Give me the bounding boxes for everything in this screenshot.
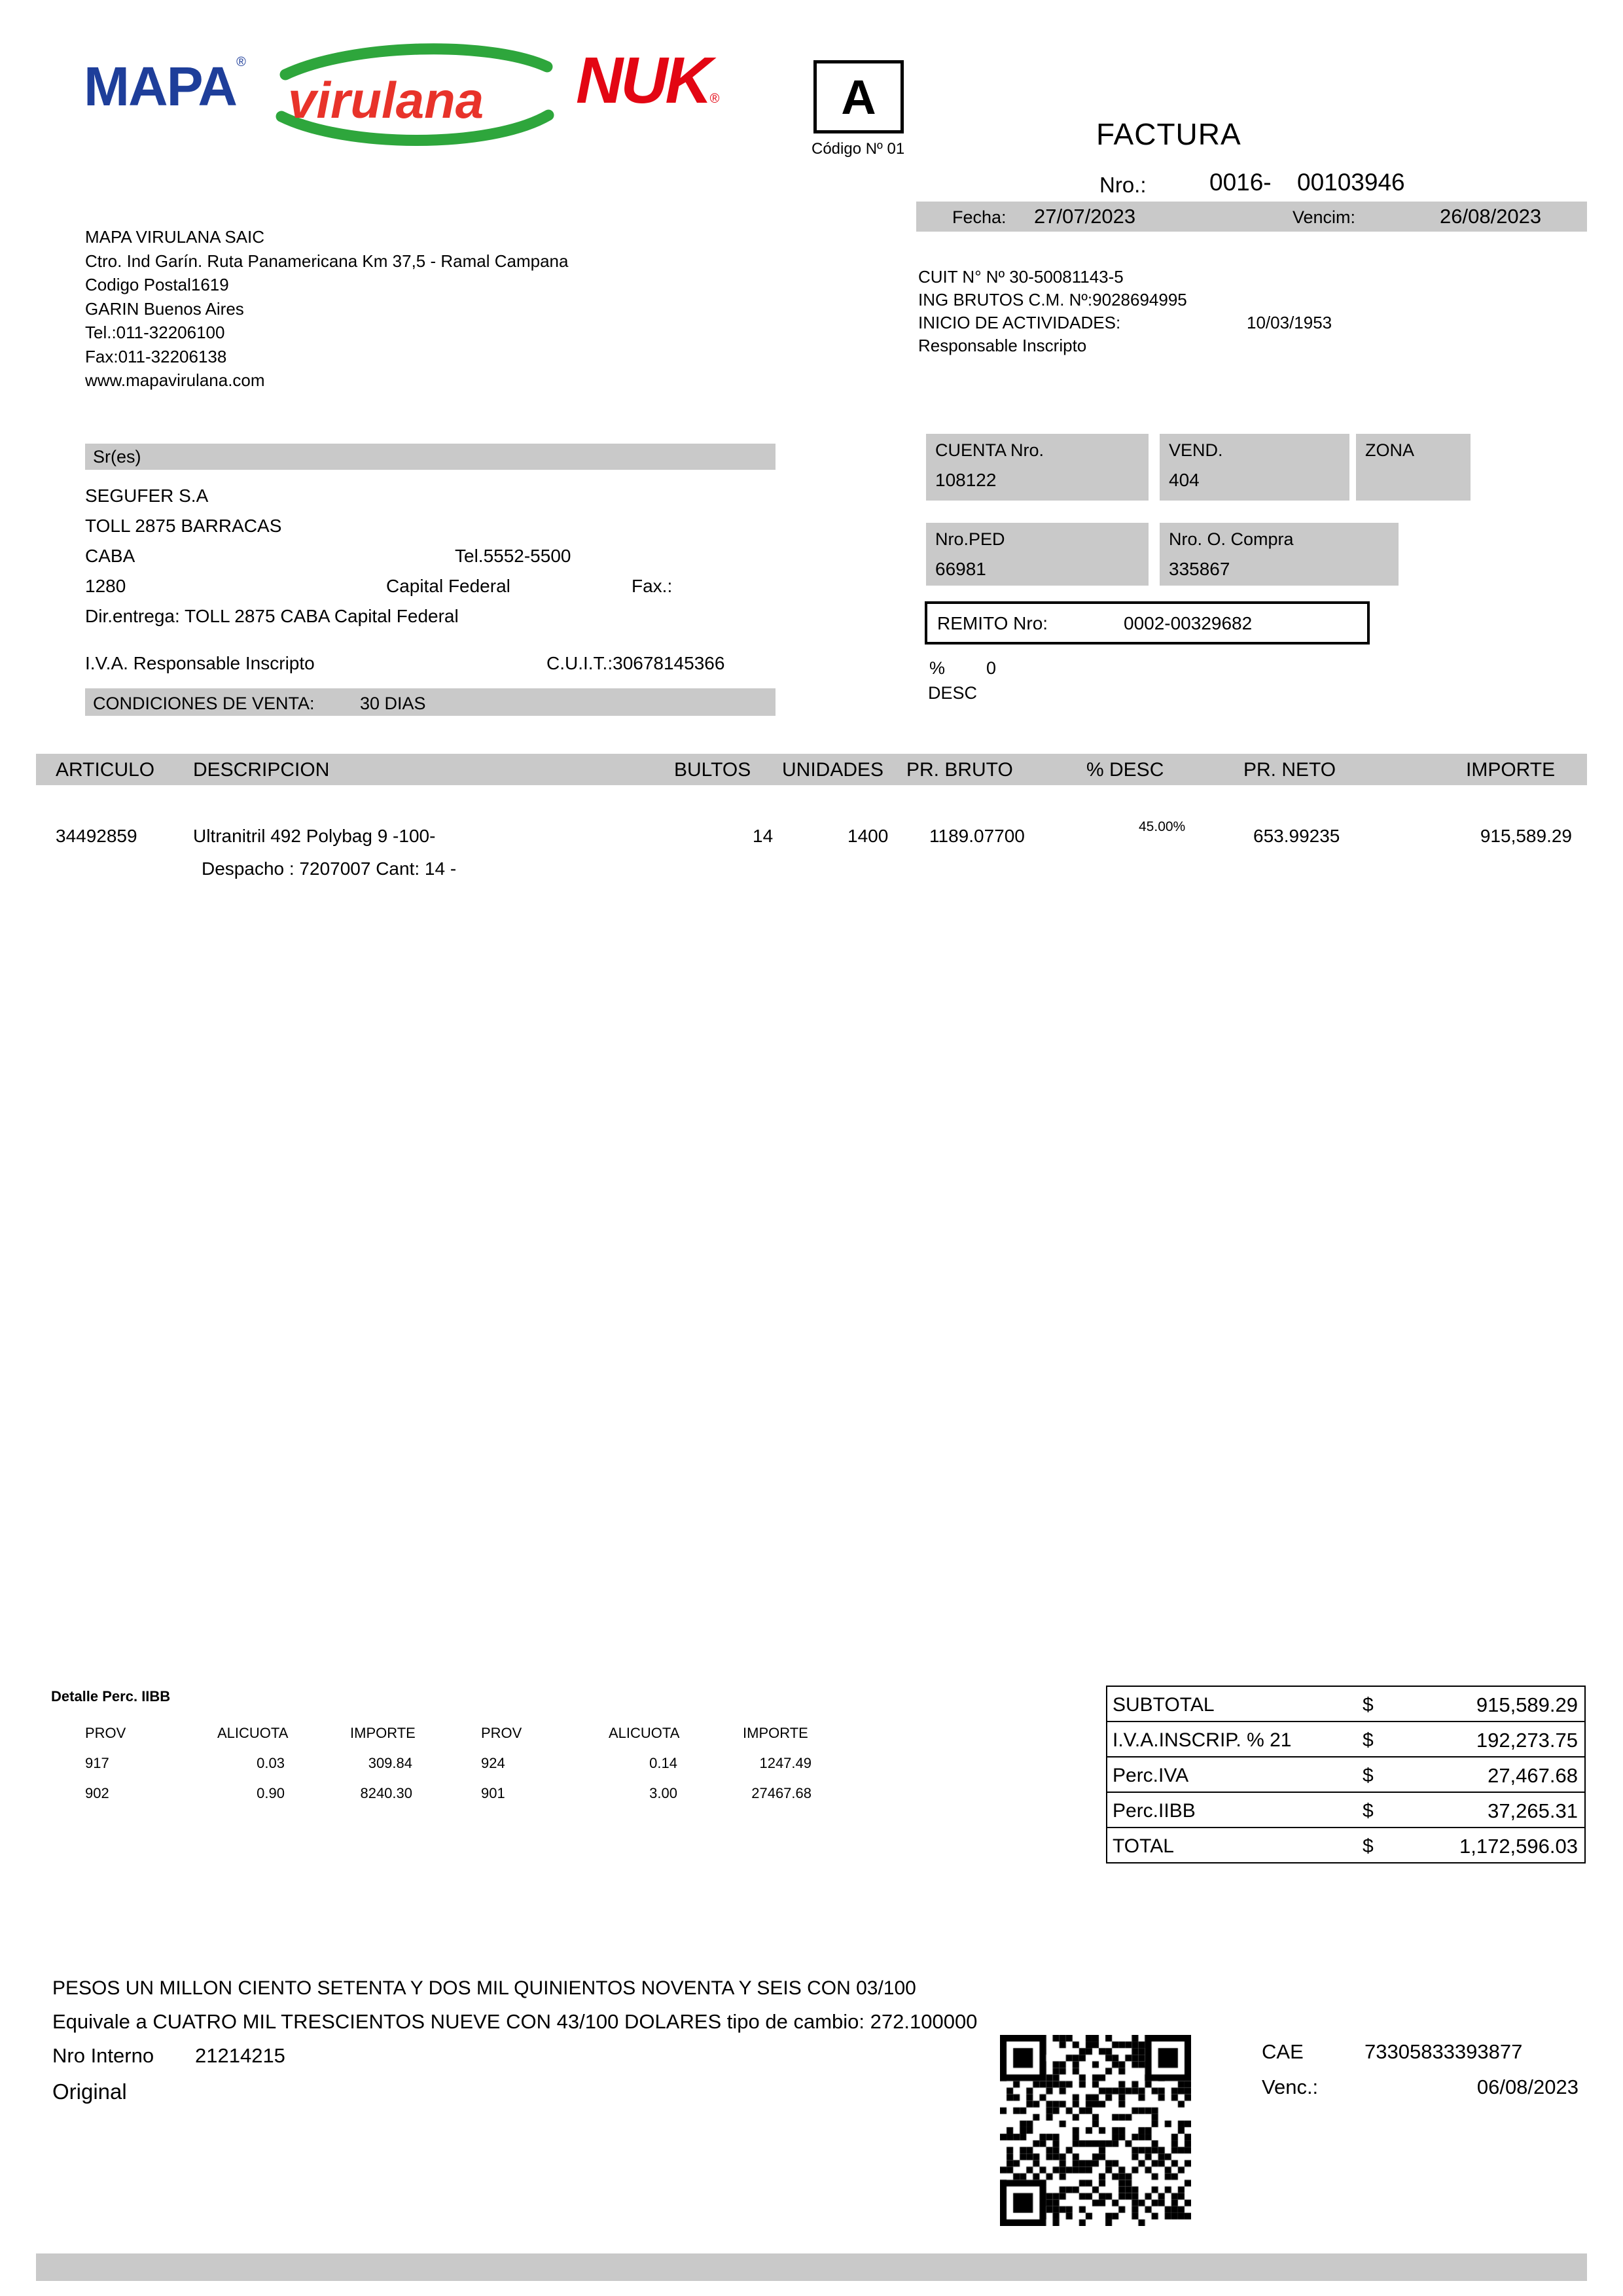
iibb-cell: 917 — [85, 1755, 109, 1771]
doc-title: FACTURA — [1096, 117, 1241, 151]
iibb-cell: 902 — [85, 1785, 109, 1801]
item-articulo: 34492859 — [56, 826, 137, 846]
inicio-value: 10/03/1953 — [1247, 313, 1332, 332]
pedido-label: Nro.PED — [935, 529, 1005, 549]
company-inicio-line — [918, 311, 1332, 334]
amount-in-words: PESOS UN MILLON CIENTO SETENTA Y DOS MIL QUINIENTOS NOVENTA Y SEIS CON 03/100 — [52, 1977, 916, 1999]
virulana-logo-text: virulana — [288, 71, 484, 129]
col-unidades: UNIDADES — [782, 759, 884, 781]
items-table-header — [36, 754, 1587, 785]
remito-box — [925, 601, 1370, 645]
nro-interno-label: Nro Interno — [52, 2044, 154, 2067]
fecha-label: Fecha: — [952, 207, 1007, 227]
totals-row-perc-iva — [1106, 1756, 1586, 1793]
desc-pct-value: 0 — [986, 658, 997, 678]
cuenta-box — [926, 434, 1149, 501]
company-name: MAPA VIRULANA SAIC — [85, 227, 265, 247]
company-tax-info — [918, 266, 1332, 357]
total-value: 192,273.75 — [1476, 1729, 1578, 1752]
col-bultos: BULTOS — [674, 759, 751, 781]
item-pr-neto: 653.99235 — [1253, 826, 1340, 846]
currency-symbol: $ — [1363, 1765, 1374, 1786]
cuenta-value: 108122 — [935, 470, 997, 490]
item-importe: 915,589.29 — [1480, 826, 1572, 846]
cae-venc-label: Venc.: — [1262, 2075, 1319, 2098]
company-resp-inscripto: Responsable Inscripto — [918, 336, 1087, 355]
iibb-header-prov1: PROV — [85, 1725, 126, 1741]
nro-interno-value: 21214215 — [195, 2044, 285, 2067]
pedido-value: 66981 — [935, 559, 986, 579]
currency-symbol: $ — [1363, 1800, 1374, 1822]
perc-iibb-title: Detalle Perc. IIBB — [51, 1688, 171, 1704]
total-label: I.V.A.INSCRIP. % 21 — [1113, 1729, 1292, 1751]
invoice-type-letter: A — [841, 69, 876, 124]
iibb-cell: 27467.68 — [751, 1785, 812, 1801]
item-desc-pct: 45.00% — [1139, 819, 1186, 834]
company-website: www.mapavirulana.com — [85, 370, 265, 390]
mapa-logo-text: MAPA — [84, 56, 237, 117]
cae-label: CAE — [1262, 2040, 1304, 2063]
iibb-cell: 0.14 — [649, 1755, 677, 1771]
iibb-header-importe1: IMPORTE — [350, 1725, 416, 1741]
nuk-logo-text: NUK — [576, 44, 710, 117]
nuk-logo — [576, 43, 719, 118]
currency-symbol: $ — [1363, 1729, 1374, 1751]
vencim-value: 26/08/2023 — [1440, 205, 1542, 228]
orden-compra-label: Nro. O. Compra — [1169, 529, 1294, 549]
orden-compra-box — [1160, 523, 1399, 586]
qr-code — [1000, 2035, 1191, 2226]
sres-bar — [85, 444, 776, 470]
invoice-number-prefix: 0016- — [1209, 169, 1272, 196]
company-tel: Tel.:011-32206100 — [85, 323, 225, 342]
remito-label: REMITO Nro: — [937, 613, 1048, 633]
cae-value: 73305833393877 — [1364, 2040, 1523, 2063]
desc-label: DESC — [928, 683, 978, 703]
company-cuit: CUIT N° Nº 30-50081143-5 — [918, 267, 1124, 287]
sres-label: Sr(es) — [93, 446, 141, 467]
customer-delivery: Dir.entrega: TOLL 2875 CABA Capital Federal — [85, 606, 459, 626]
customer-address: TOLL 2875 BARRACAS — [85, 516, 282, 536]
condiciones-value: 30 DIAS — [360, 694, 426, 713]
codigo-label: Código Nº 01 — [812, 140, 905, 158]
currency-symbol: $ — [1363, 1835, 1374, 1857]
iibb-cell: 8240.30 — [360, 1785, 412, 1801]
totals-box — [1106, 1686, 1586, 1863]
col-pr-bruto: PR. BRUTO — [906, 759, 1013, 781]
orden-compra-value: 335867 — [1169, 559, 1230, 579]
customer-tel: Tel.5552-5500 — [455, 546, 571, 566]
item-bultos: 14 — [753, 826, 774, 846]
iibb-cell: 1247.49 — [759, 1755, 812, 1771]
company-fax: Fax:011-32206138 — [85, 346, 227, 366]
total-label: Perc.IVA — [1113, 1765, 1189, 1786]
total-value: 1,172,596.03 — [1459, 1835, 1578, 1858]
customer-iva: I.V.A. Responsable Inscripto — [85, 653, 315, 673]
fecha-value: 27/07/2023 — [1034, 205, 1136, 228]
inicio-label: INICIO DE ACTIVIDADES: — [918, 313, 1121, 332]
iibb-header-prov2: PROV — [481, 1725, 522, 1741]
invoice-number: 00103946 — [1297, 169, 1405, 196]
vendedor-box — [1160, 434, 1349, 501]
invoice-type-box — [813, 60, 904, 133]
original-label: Original — [52, 2079, 127, 2104]
zona-box — [1356, 434, 1471, 501]
totals-row-iva — [1106, 1721, 1586, 1757]
col-desc: % DESC — [1086, 759, 1164, 781]
vendedor-value: 404 — [1169, 470, 1200, 490]
fecha-bar — [916, 202, 1587, 232]
item-descripcion-line2: Despacho : 7207007 Cant: 14 - — [202, 858, 457, 879]
col-importe: IMPORTE — [1466, 759, 1556, 781]
item-descripcion: Ultranitril 492 Polybag 9 -100- — [193, 826, 436, 846]
totals-row-total — [1106, 1827, 1586, 1863]
currency-symbol: $ — [1363, 1694, 1374, 1716]
bottom-bar — [36, 2253, 1587, 2281]
condiciones-bar — [85, 688, 776, 716]
totals-row-subtotal — [1106, 1686, 1586, 1722]
virulana-logo — [274, 37, 555, 153]
customer-name: SEGUFER S.A — [85, 486, 209, 506]
company-address: Ctro. Ind Garín. Ruta Panamericana Km 37,5 - Ramal Campana — [85, 251, 569, 271]
remito-value: 0002-00329682 — [1124, 613, 1253, 633]
desc-pct-label: % — [929, 658, 946, 678]
usd-equivalent: Equivale a CUATRO MIL TRESCIENTOS NUEVE CON 43/100 DOLARES tipo de cambio: 272.100000 — [52, 2010, 978, 2033]
company-info — [85, 225, 568, 393]
total-label: SUBTOTAL — [1113, 1694, 1215, 1716]
invoice-number-label: Nro.: — [1099, 173, 1147, 197]
registered-icon: ® — [236, 55, 246, 69]
registered-icon: ® — [709, 92, 720, 106]
customer-province: Capital Federal — [386, 576, 510, 596]
col-pr-neto: PR. NETO — [1243, 759, 1336, 781]
customer-fax-label: Fax.: — [632, 576, 673, 596]
iibb-cell: 0.03 — [257, 1755, 285, 1771]
totals-row-perc-iibb — [1106, 1792, 1586, 1828]
iibb-cell: 3.00 — [649, 1785, 677, 1801]
cuenta-label: CUENTA Nro. — [935, 440, 1044, 460]
total-label: Perc.IIBB — [1113, 1800, 1196, 1822]
iibb-cell: 901 — [481, 1785, 505, 1801]
iibb-header-importe2: IMPORTE — [743, 1725, 808, 1741]
total-label: TOTAL — [1113, 1835, 1174, 1857]
customer-cuit: C.U.I.T.:30678145366 — [546, 653, 725, 673]
iibb-cell: 924 — [481, 1755, 505, 1771]
iibb-cell: 0.90 — [257, 1785, 285, 1801]
mapa-logo — [84, 55, 246, 118]
company-city: GARIN Buenos Aires — [85, 298, 244, 319]
company-ing-brutos: ING BRUTOS C.M. Nº:9028694995 — [918, 290, 1187, 309]
total-value: 915,589.29 — [1476, 1693, 1578, 1716]
col-articulo: ARTICULO — [56, 759, 155, 781]
item-pr-bruto: 1189.07700 — [929, 826, 1025, 846]
total-value: 37,265.31 — [1488, 1799, 1578, 1822]
condiciones-label: CONDICIONES DE VENTA: — [93, 694, 315, 713]
zona-label: ZONA — [1365, 440, 1415, 460]
col-descripcion: DESCRIPCION — [193, 759, 330, 781]
vendedor-label: VEND. — [1169, 440, 1223, 460]
item-unidades: 1400 — [847, 826, 889, 846]
company-postal: Codigo Postal1619 — [85, 275, 229, 294]
iibb-header-alicuota2: ALICUOTA — [609, 1725, 680, 1741]
pedido-box — [926, 523, 1149, 586]
cae-venc-value: 06/08/2023 — [1476, 2075, 1578, 2098]
total-value: 27,467.68 — [1488, 1764, 1578, 1787]
customer-zip: 1280 — [85, 576, 126, 596]
iibb-header-alicuota1: ALICUOTA — [217, 1725, 289, 1741]
iibb-cell: 309.84 — [368, 1755, 412, 1771]
customer-city: CABA — [85, 546, 135, 566]
vencim-label: Vencim: — [1293, 207, 1356, 227]
